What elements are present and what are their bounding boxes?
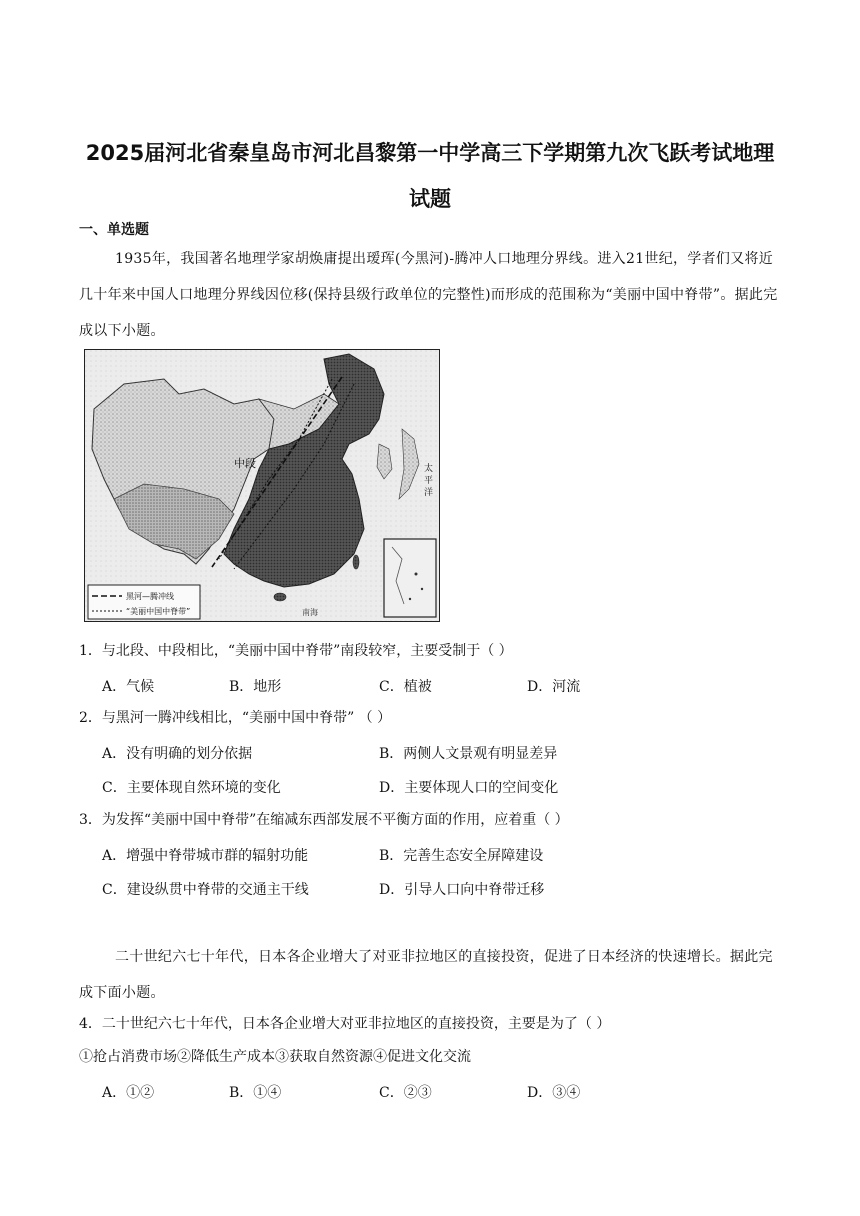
question-2-stem: 2．与黑河一腾冲线相比，“美丽中国中脊带” （ ） bbox=[79, 710, 392, 726]
q2-option-b[interactable]: B．两侧人文景观有明显差异 bbox=[379, 746, 558, 762]
china-population-map bbox=[84, 349, 440, 622]
q2-option-a[interactable]: A．没有明确的划分依据 bbox=[102, 746, 253, 762]
exam-title-line1: 2025届河北省秦皇岛市河北昌黎第一中学高三下学期第九次飞跃考试地理 bbox=[85, 141, 775, 165]
question-4-statements: ①抢占消费市场②降低生产成本③获取自然资源④促进文化交流 bbox=[79, 1049, 471, 1065]
question-1-stem: 1．与北段、中段相比，“美丽中国中脊带”南段较窄，主要受制于（ ） bbox=[79, 643, 513, 659]
question-3-stem: 3．为发挥“美丽中国中脊带”在缩减东西部发展不平衡方面的作用，应着重（ ） bbox=[79, 812, 569, 828]
q4-option-d[interactable]: D．③④ bbox=[527, 1085, 581, 1101]
q1-option-a[interactable]: A．气候 bbox=[102, 679, 155, 695]
map-label-middle: 中段 bbox=[234, 457, 256, 470]
legend-heihe-tengchong: 黑河—腾冲线 bbox=[126, 592, 174, 601]
q1-option-c[interactable]: C．植被 bbox=[379, 679, 432, 695]
q1-option-d[interactable]: D．河流 bbox=[527, 679, 581, 695]
q3-option-c[interactable]: C．建设纵贯中脊带的交通主干线 bbox=[102, 882, 309, 898]
q4-option-a[interactable]: A．①② bbox=[102, 1085, 155, 1101]
q3-option-b[interactable]: B．完善生态安全屏障建设 bbox=[379, 848, 544, 864]
passage-1: 1935年，我国著名地理学家胡焕庸提出瑷珲(今黑河)-腾冲人口地理分界线。进入21世纪，学者们又将近几十年来中国人口地理分界线因位移(保持县级行政单位的完整性)而形成的范围称为“美丽中国中脊带”。据此完成以下小题。 bbox=[79, 251, 778, 339]
q3-option-a[interactable]: A．增强中脊带城市群的辐射功能 bbox=[102, 848, 309, 864]
section-heading: 一、单选题 bbox=[79, 222, 149, 238]
q4-option-b[interactable]: B．①④ bbox=[229, 1085, 282, 1101]
q2-option-c[interactable]: C．主要体现自然环境的变化 bbox=[102, 780, 281, 796]
passage-2: 二十世纪六七十年代，日本各企业增大了对亚非拉地区的直接投资，促进了日本经济的快速增长。据此完成下面小题。 bbox=[79, 949, 773, 1001]
map-label-pacific-1: 太 bbox=[424, 464, 434, 474]
q2-option-d[interactable]: D．主要体现人口的空间变化 bbox=[379, 780, 559, 796]
exam-title-line2: 试题 bbox=[409, 187, 451, 211]
q1-option-b[interactable]: B．地形 bbox=[229, 679, 282, 695]
q4-option-c[interactable]: C．②③ bbox=[379, 1085, 432, 1101]
question-4-stem: 4．二十世纪六七十年代，日本各企业增大对亚非拉地区的直接投资，主要是为了（ ） bbox=[79, 1016, 611, 1032]
legend-ridge-belt: “美丽中国中脊带” bbox=[126, 607, 191, 616]
map-label-pacific-3: 洋 bbox=[424, 488, 434, 498]
map-label-south: 南海 bbox=[302, 608, 318, 617]
map-label-pacific-2: 平 bbox=[424, 476, 434, 486]
q3-option-d[interactable]: D．引导人口向中脊带迁移 bbox=[379, 882, 545, 898]
